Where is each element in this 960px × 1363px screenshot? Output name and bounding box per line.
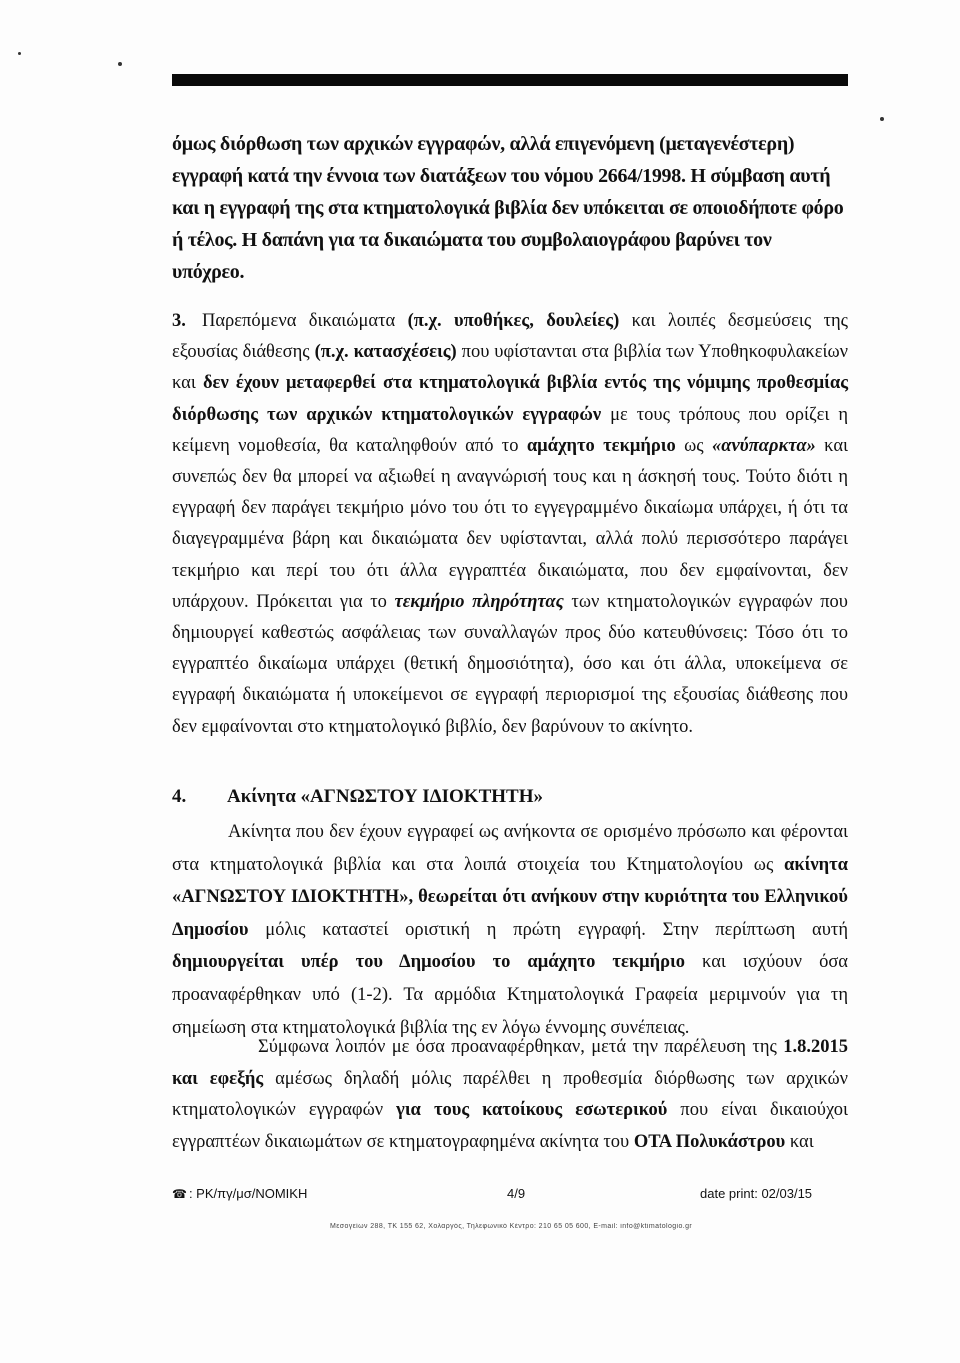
section-4-paragraph: Ακίνητα που δεν έχουν εγγραφεί ως ανήκοντα σε ορισμένο πρόσωπο και φέρονται στα κτηματολογικά βιβλία και στα λοιπά στοιχεία του Κτηματολογίου ως ακίνητα «ΑΓΝΩΣΤΟΥ ΙΔΙΟΚΤΗΤΗ», θεωρείται ότι ανήκουν στην κυριότητα του Ελληνικού Δημοσίου μόλις καταστεί οριστική η πρώτη εγγραφή. Στην περίπτωση αυτή δημιουργείται υπέρ του Δημοσίου το αμάχητο τεκμήριο και ισχύουν όσα προαναφέρθηκαν υπό (1-2). Τα αρμόδια Κτηματολογικά Γραφεία μεριμνούν για τη σημείωση στα κτηματολογικά βιβλία της εν λόγω έννομης συνέπειας.: [172, 822, 848, 1038]
scan-speck: [18, 52, 21, 55]
address-line: Μεσογείων 288, ΤΚ 155 62, Χολαργός, Τηλεφωνικό Κέντρο: 210 65 05 600, E-mail: info@ktimatologio.gr: [330, 1223, 693, 1230]
phone-icon: ☎: [172, 1187, 187, 1201]
section-number: 3.: [172, 311, 186, 331]
scan-speck: [118, 62, 122, 66]
section-title: Ακίνητα «ΑΓΝΩΣΤΟΥ ΙΔΙΟΚΤΗΤΗ»: [227, 786, 543, 807]
section-number: 4.: [172, 786, 187, 807]
section-3-paragraph: 3. Παρεπόμενα δικαιώματα (π.χ. υποθήκες, δουλείες) και λοιπές δεσμεύσεις της εξουσίας διάθεσης (π.χ. κατασχέσεις) που υφίστανται στα βιβλία των Υποθηκοφυλακείων και δεν έχουν μεταφερθεί στα κτηματολογικά βιβλία εντός της νόμιμης προθεσμίας διόρθωσης των αρχικών κτηματολογικών εγγραφών με τους τρόπους που ορίζει η κείμενη νομοθεσία, θα καταληφθούν από το αμάχητο τεκμήριο ως «ανύπαρκτα» και συνεπώς δεν θα μπορεί να αξιωθεί η αναγνώρισή τους και η άσκησή τους. Τούτο διότι η εγγραφή δεν παράγει τεκμήριο μόνο του ότι το εγγεγραμμένο δικαίωμα υπάρχει, ή ότι τα διαγεγραμμένα βάρη και δικαιώματα δεν υφίστανται, αλλά πολύ περισσότερο παράγει τεκμήριο και περί του ότι άλλα εγγραπτέα δικαιώματα, που δεν εμφαίνονται, δεν υπάρχουν. Πρόκειται για το τεκμήριο πληρότητας των κτηματολογικών εγγραφών που δημιουργεί καθεστώς ασφάλειας των συναλλαγών προς δύο κατευθύνσεις: Τόσο ότι το εγγραπτέο δικαίωμα υπάρχει (θετική δημοσιότητα), όσο και ότι άλλα, υποκείμενα σε εγγραφή δικαιώματα ή υποκείμενοι σε εγγραφή περιορισμοί της εξουσίας διάθεσης που δεν εμφαίνονται στο κτηματολογικό βιβλίο, δεν βαρύνουν το ακίνητο.: [172, 306, 848, 743]
scan-speck: [880, 117, 884, 121]
paragraph-continuation: [172, 128, 848, 288]
page-number: 4/9: [507, 1186, 526, 1201]
section-4-heading: [172, 782, 848, 812]
print-date: date print: 02/03/15: [700, 1186, 813, 1201]
paragraph-text: όμως διόρθωση των αρχικών εγγραφών, αλλά επιγενόμενη (μεταγενέστερη) εγγραφή κατά την έννοια των διατάξεων του νόμου 2664/1998. Η σύμβαση αυτή και η εγγραφή της στα κτηματολογικά βιβλία δεν υπόκειται σε οποιοδήποτε φόρο ή τέλος. Η δαπάνη για τα δικαιώματα του συμβολαιογράφου βαρύνει τον υπόχρεο.: [172, 133, 844, 283]
header-rule: [172, 74, 848, 86]
closing-paragraph: Σύμφωνα λοιπόν με όσα προαναφέρθηκαν, μετά την παρέλευση της 1.8.2015 και εφεξής αμέσως δηλαδή μόλις παρέλθει η προθεσμία διόρθωσης των αρχικών κτηματολογικών εγγραφών για τους κατοίκους εσωτερικού που είναι δικαιούχοι εγγραπτέων δικαιωμάτων σε κτηματογραφημένα ακίνητα του ΟΤΑ Πολυκάστρου και: [172, 1037, 848, 1152]
footer-path: ☎ : PK/πγ/μσ/NOMIKH: [172, 1186, 308, 1201]
